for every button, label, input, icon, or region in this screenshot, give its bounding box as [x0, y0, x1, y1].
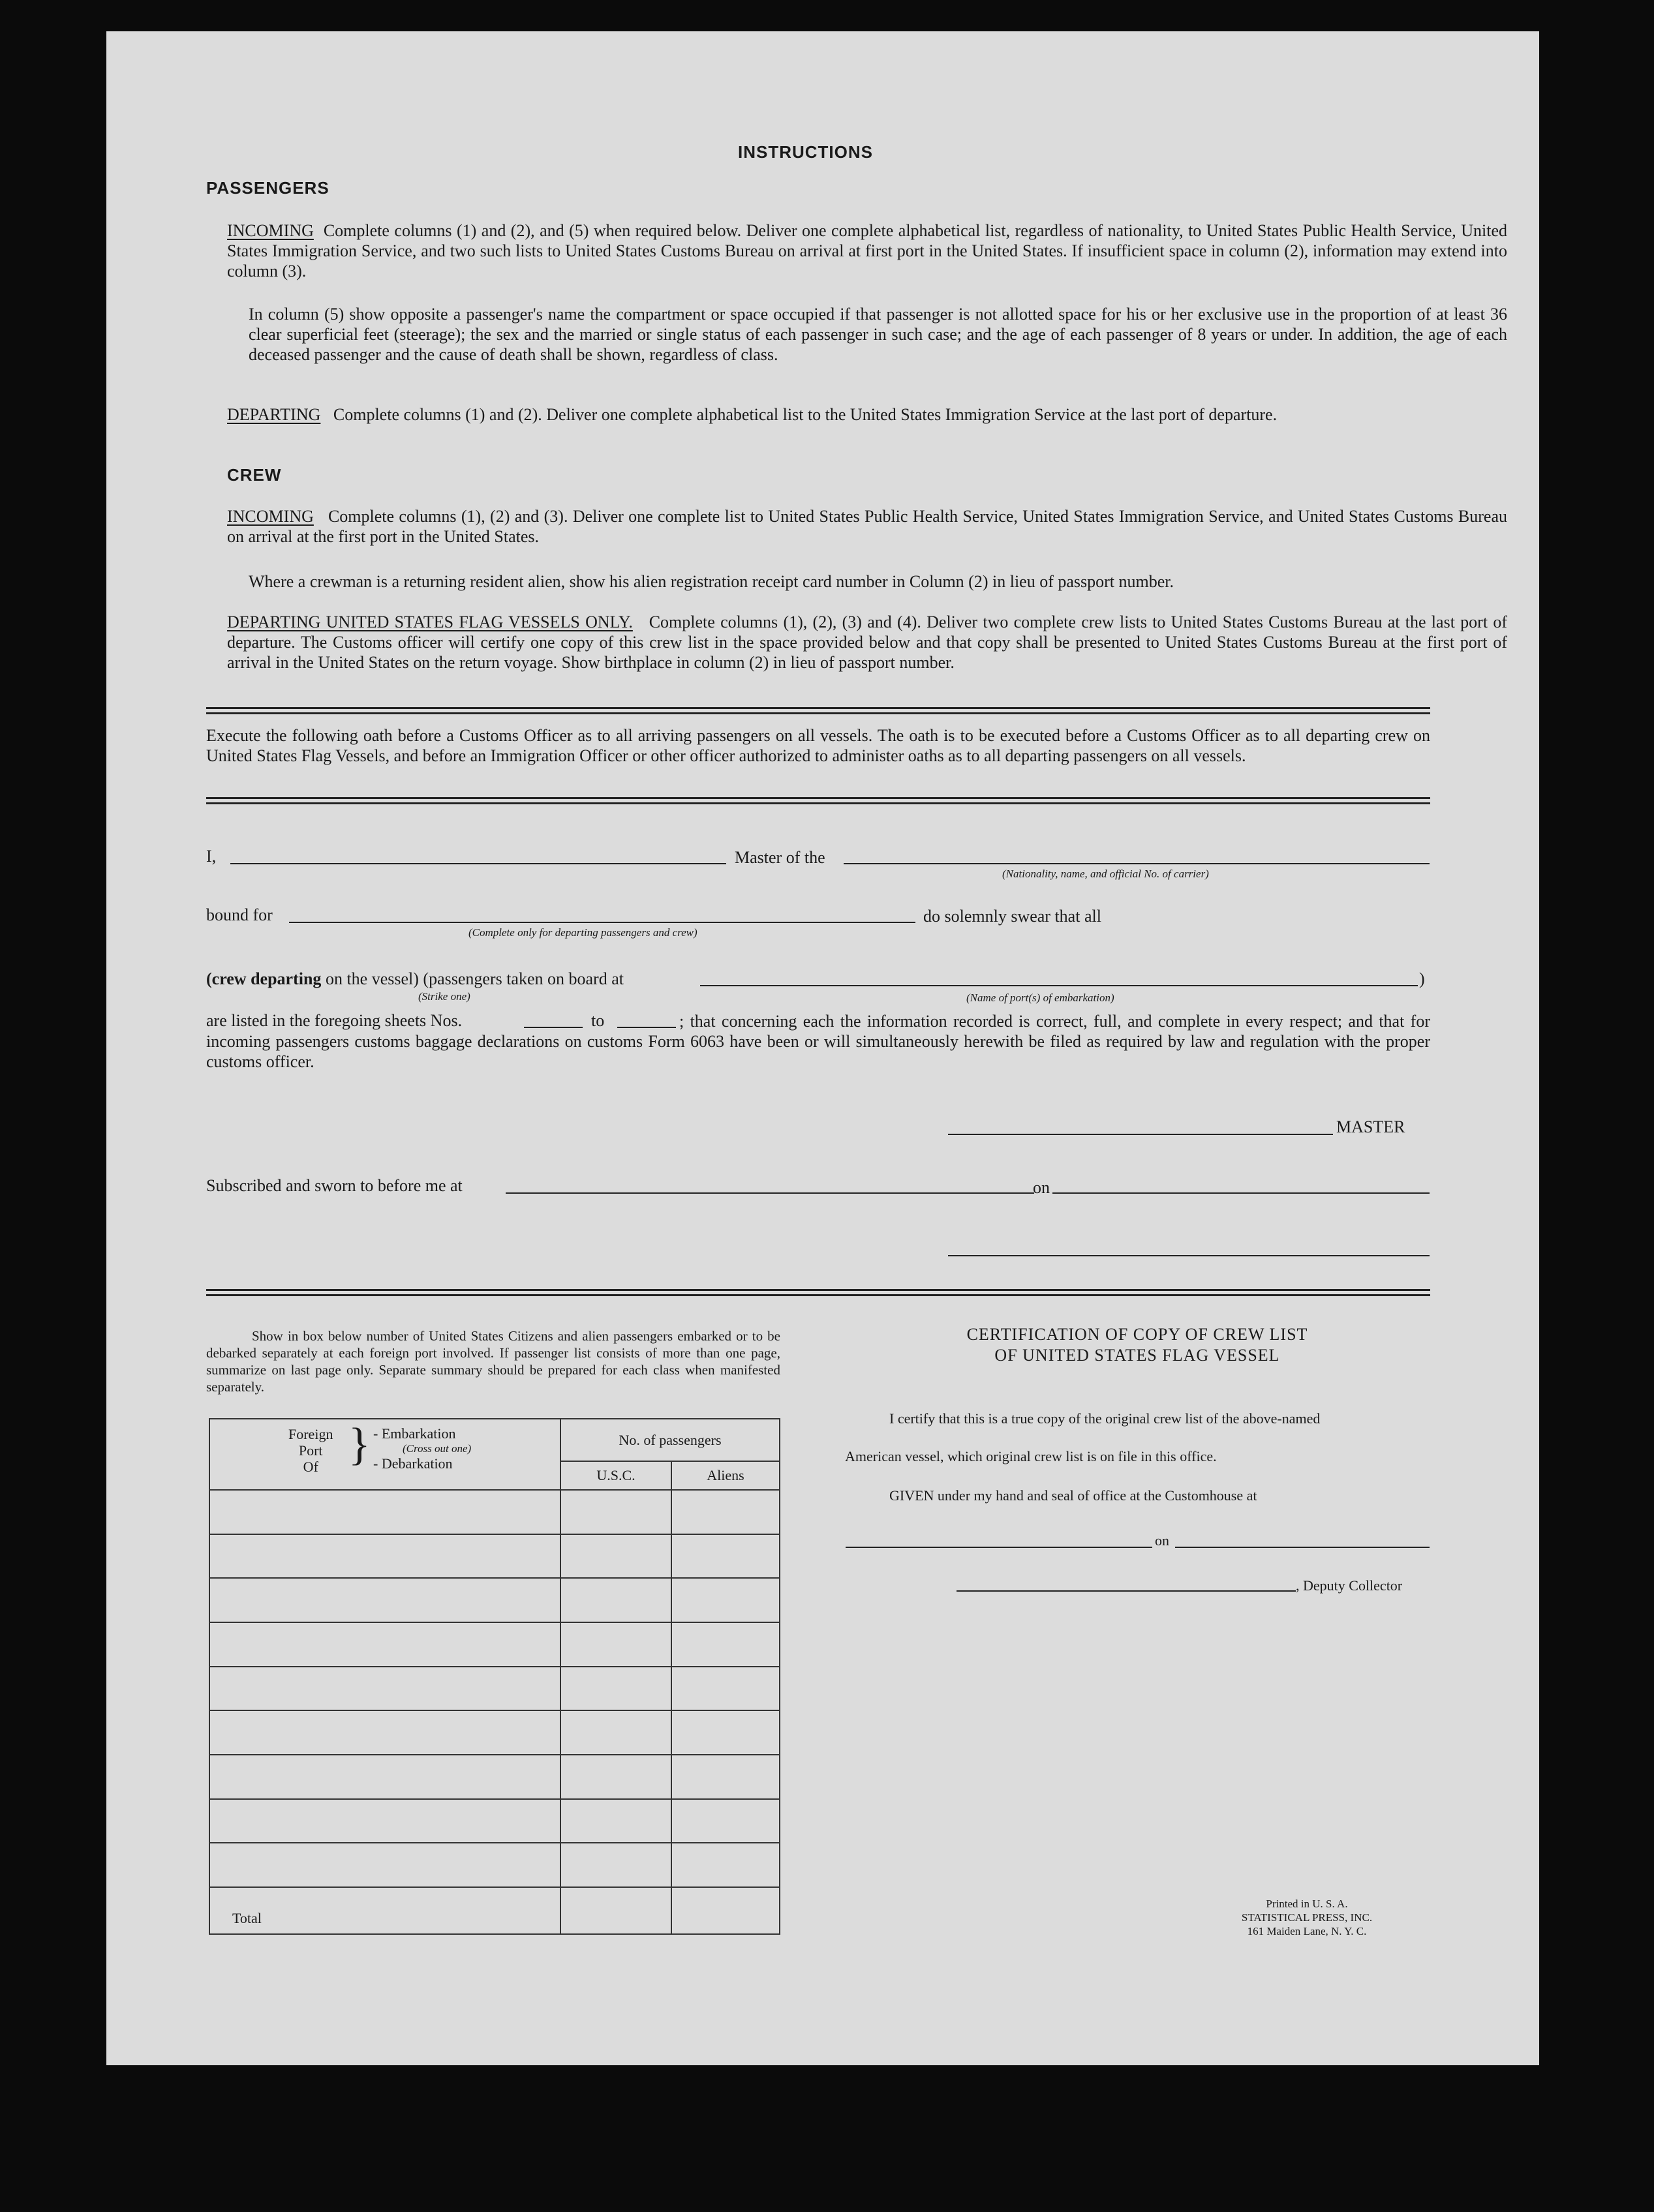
crew-departing-paragraph [227, 612, 1507, 673]
printer-line3: 161 Maiden Lane, N. Y. C. [1247, 1925, 1367, 1937]
port-cell[interactable] [209, 1710, 560, 1755]
summary-table [209, 1418, 780, 1935]
passengers-heading: PASSENGERS [206, 178, 329, 198]
sworn-on-label: on [1033, 1178, 1050, 1197]
listed-prefix: are listed in the foregoing sheets Nos. [206, 1011, 463, 1030]
bound-note: (Complete only for departing passengers and crew) [468, 926, 697, 939]
aliens-total-cell[interactable] [671, 1887, 780, 1934]
bound-for-label: bound for [206, 905, 273, 924]
usc-cell[interactable] [560, 1755, 671, 1799]
usc-header: U.S.C. [560, 1461, 671, 1490]
divider-rule [206, 1294, 1430, 1296]
certification-heading [844, 1324, 1431, 1366]
aliens-cell[interactable] [671, 1667, 780, 1711]
given-line: GIVEN under my hand and seal of office at the Customhouse at [889, 1487, 1257, 1504]
customhouse-field[interactable] [846, 1547, 1152, 1548]
usc-cell[interactable] [560, 1843, 671, 1887]
form-page [106, 31, 1539, 2065]
port-cell[interactable] [209, 1667, 560, 1711]
solemnly-swear-label: do solemnly swear that all [923, 907, 1101, 926]
master-name-field[interactable] [230, 863, 726, 864]
port-cell[interactable] [209, 1622, 560, 1667]
master-of-the-label: Master of the [735, 848, 825, 867]
certification-heading-line2: OF UNITED STATES FLAG VESSEL [994, 1346, 1280, 1365]
on-vessel-option: on the vessel) [325, 969, 419, 988]
printer-line2: STATISTICAL PRESS, INC. [1241, 1911, 1373, 1924]
foreign-label: Foreign [288, 1426, 333, 1442]
passengers-incoming-label: INCOMING [227, 221, 314, 240]
usc-cell[interactable] [560, 1799, 671, 1843]
port-header-cell [209, 1419, 560, 1490]
embarkation-option[interactable]: - Embarkation [373, 1425, 456, 1442]
oath-intro: Execute the following oath before a Customs Officer as to all arriving passengers on all vessels. The oath is to be executed before a Customs Officer as to all departing crew on United States Flag Vessels, and before an Immigration Officer or other officer authorized to administer oaths as to all departing passengers on all vessels. [206, 726, 1430, 765]
crew-incoming-text: Complete columns (1), (2) and (3). Deliver one complete list to United States Public Health Service, United States Immigration Service, and United States Customs Bureau on arrival at the first port in the United States. [227, 507, 1507, 546]
divider-rule [206, 707, 1430, 709]
summary-instructions: Show in box below number of United States Citizens and alien passengers embarked or to be debarked separately at each foreign port involved. If passenger list consists of more than one page, summarize on last page only. Separate summary should be prepared for each class when manifested separately. [206, 1328, 780, 1395]
total-label: Total [209, 1887, 560, 1934]
cert-date-field[interactable] [1175, 1547, 1430, 1548]
crew-heading: CREW [227, 465, 282, 485]
usc-cell[interactable] [560, 1710, 671, 1755]
subscribed-label: Subscribed and sworn to before me at [206, 1176, 463, 1195]
port-cell[interactable] [209, 1799, 560, 1843]
sworn-place-field[interactable] [506, 1192, 1034, 1194]
strike-one-note: (Strike one) [418, 990, 470, 1003]
oath-i-label: I, [206, 847, 217, 866]
usc-cell[interactable] [560, 1534, 671, 1579]
port-note: (Name of port(s) of embarkation) [966, 992, 1114, 1004]
cross-out-note: (Cross out one) [403, 1442, 472, 1455]
embark-debark [373, 1426, 471, 1471]
bound-for-field[interactable] [289, 922, 915, 923]
listed-rest: ; that concerning each the information recorded is correct, full, and complete in every respect; and that for incoming passengers customs baggage declarations on customs Form 6063 have been or will simultaneously herewith be filed as required by law and regulation with the proper customs officer. [206, 1012, 1430, 1071]
passengers-incoming-paragraph [227, 220, 1507, 281]
certify-line1: I certify that this is a true copy of the original crew list of the above-named [889, 1410, 1321, 1427]
master-label: MASTER [1336, 1117, 1405, 1136]
sworn-date-field[interactable] [1052, 1192, 1430, 1194]
port-cell[interactable] [209, 1578, 560, 1622]
crew-departing-label: DEPARTING UNITED STATES FLAG VESSELS ONLY. [227, 613, 633, 631]
master-signature-field[interactable] [948, 1134, 1333, 1135]
port-label: Port [298, 1442, 323, 1459]
passengers-departing-paragraph [227, 404, 1507, 425]
of-label: Of [303, 1459, 318, 1475]
divider-rule [206, 797, 1430, 799]
aliens-cell[interactable] [671, 1710, 780, 1755]
officer-signature-field[interactable] [948, 1255, 1430, 1256]
aliens-cell[interactable] [671, 1490, 780, 1534]
aliens-cell[interactable] [671, 1755, 780, 1799]
foreign-port-of [288, 1426, 333, 1475]
usc-cell[interactable] [560, 1622, 671, 1667]
divider-rule [206, 802, 1430, 804]
crew-incoming-paragraph [227, 506, 1507, 547]
deputy-signature-field[interactable] [957, 1590, 1296, 1592]
port-cell[interactable] [209, 1755, 560, 1799]
no-passengers-header: No. of passengers [560, 1419, 780, 1461]
printer-imprint [1216, 1897, 1398, 1938]
passengers-departing-label: DEPARTING [227, 405, 321, 424]
brace-icon: } [348, 1419, 371, 1470]
certification-heading-line1: CERTIFICATION OF COPY OF CREW LIST [966, 1325, 1308, 1344]
aliens-header: Aliens [671, 1461, 780, 1490]
usc-cell[interactable] [560, 1578, 671, 1622]
embarkation-port-field[interactable] [700, 985, 1418, 986]
carrier-field[interactable] [844, 863, 1430, 864]
instructions-title: INSTRUCTIONS [738, 142, 873, 162]
deputy-collector-label: , Deputy Collector [1296, 1577, 1403, 1594]
close-paren: ) [1419, 969, 1425, 988]
passengers-incoming-text: Complete columns (1) and (2), and (5) when required below. Deliver one complete alphabetical list, regardless of nationality, to United States Public Health Service, United States Immigration Service, and two such lists to United States Customs Bureau on arrival at first port in the United States. If insufficient space in column (2), information may extend into column (3). [227, 221, 1508, 280]
printer-line1: Printed in U. S. A. [1266, 1898, 1348, 1910]
strike-line [206, 969, 624, 989]
aliens-cell[interactable] [671, 1843, 780, 1887]
port-cell[interactable] [209, 1843, 560, 1887]
usc-cell[interactable] [560, 1490, 671, 1534]
cert-on-label: on [1155, 1532, 1169, 1549]
divider-rule [206, 1289, 1430, 1291]
divider-rule [206, 712, 1430, 714]
crew-departing-option: (crew departing [206, 969, 322, 988]
port-cell[interactable] [209, 1534, 560, 1579]
passengers-taken-option: (passengers taken on board at [423, 969, 624, 988]
to-label: to [591, 1011, 605, 1030]
debarkation-option[interactable]: - Debarkation [373, 1455, 453, 1472]
crew-departing-text: Complete columns (1), (2), (3) and (4). Deliver two complete crew lists to United States Customs Bureau at the last port of departure. The Customs officer will certify one copy of this crew list in the space provided below and that copy shall be presented to United States Customs Bureau at the first port of arrival in the United States on the return voyage. Show birthplace in column (2) in lieu of passport number. [227, 613, 1508, 672]
aliens-cell[interactable] [671, 1799, 780, 1843]
crew-incoming-label: INCOMING [227, 507, 314, 526]
aliens-cell[interactable] [671, 1534, 780, 1579]
usc-total-cell[interactable] [560, 1887, 671, 1934]
carrier-note: (Nationality, name, and official No. of carrier) [1002, 868, 1209, 880]
returning-resident-paragraph: Where a crewman is a returning resident alien, show his alien registration receipt card number in Column (2) in lieu of passport number. [249, 572, 1174, 591]
aliens-cell[interactable] [671, 1622, 780, 1667]
column5-paragraph: In column (5) show opposite a passenger's name the compartment or space occupied if that passenger is not allotted space for his or her exclusive use in the proportion of at least 36 clear superficial feet (steerage); the sex and the married or single status of each passenger in such case; and the age of each passenger of 8 years or under. In addition, the age of each deceased passenger and the cause of death shall be shown, regardless of class. [249, 305, 1507, 364]
certify-line2: American vessel, which original crew list is on file in this office. [845, 1448, 1217, 1464]
port-cell[interactable] [209, 1490, 560, 1534]
usc-cell[interactable] [560, 1667, 671, 1711]
passengers-departing-text: Complete columns (1) and (2). Deliver one complete alphabetical list to the United States Immigration Service at the last port of departure. [333, 405, 1278, 424]
aliens-cell[interactable] [671, 1578, 780, 1622]
